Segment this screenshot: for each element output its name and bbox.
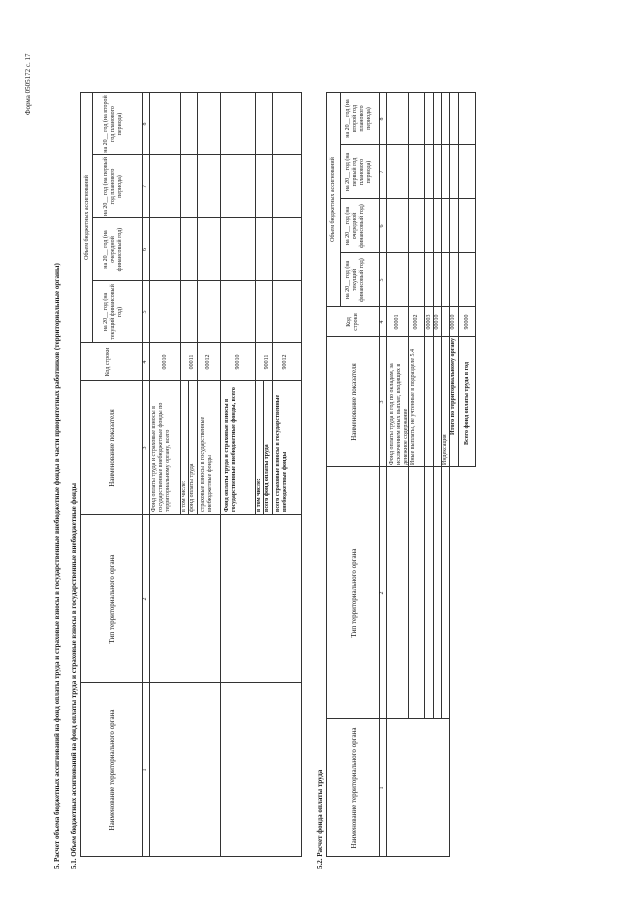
t2-header-y3: на 20__ год (на первый год планового периода) [345, 152, 372, 192]
form-ref: Форма 0505172 с. 17 [24, 53, 32, 115]
t1-row-3-code: 00011 [189, 354, 195, 370]
t1-header-y1: на 20__ год (на текущий финансовый год) [103, 284, 123, 340]
t1-header-y4: на 20__ год (на второй год планового периода) [103, 95, 123, 153]
t1-colnum-8: 8 [142, 122, 148, 126]
t1-colnum-7: 7 [142, 185, 148, 188]
t2-row-4-code: 00010 [434, 314, 440, 330]
section-5-2-title: 5.2. Расчет фонда оплаты труда [316, 769, 324, 869]
t1-row-2-label: в том числе: [181, 480, 187, 512]
section-5-title: 5. Расчет объема бюджетных ассигнований на фонд оплаты труда и страховые взносы в государственные внебюджетные фонды в части приоритетных работников (территориальные органы) [53, 263, 61, 869]
t2-row-2-label: Иные выплаты, не учтенные в подразделе 5.4 [410, 349, 416, 465]
t1-header-indicator: Наименование показателя [108, 409, 116, 487]
t1-colnum-5: 5 [142, 310, 148, 314]
t1-header-type-org: Тип территориального органа [108, 554, 116, 644]
t2-header-type-org: Тип территориального органа [350, 548, 358, 638]
t2-total-org-code: 00010 [450, 314, 456, 330]
t1-header-name-org: Наименование территориального органа [108, 709, 116, 831]
t2-header-y2: на 20__ год (на очередной финансовый год) [345, 204, 365, 248]
t1-row-4-code: 00012 [205, 354, 211, 370]
t2-header-name-org: Наименование территориального органа [350, 727, 358, 849]
t1-row-5-label: Фонд оплаты труда и страховые взносы в государственные внебюджетные фонды, всего [224, 387, 237, 512]
t1-row-6-label: в том числе: [256, 478, 262, 512]
t2-colnum-5: 5 [379, 278, 385, 282]
t2-colnum-7: 7 [379, 170, 385, 174]
t2-row-1-label: Фонд оплаты труда в год по окладам, за исключением иных выплат, входящих в денежное содержание [389, 363, 409, 465]
t2-total-org-label: Итого по территориальному органу [450, 337, 456, 435]
t2-colnum-2: 2 [379, 591, 385, 595]
t1-colnum-1: 1 [142, 768, 148, 772]
t2-total-all-code: 90000 [464, 314, 470, 330]
t1-colnum-2: 2 [142, 597, 148, 601]
t2-header-indicator: Наименование показателя [350, 363, 358, 441]
t1-row-7-label: всего фонд оплаты труда [264, 444, 270, 512]
t2-row-4-label: Индексация [442, 434, 448, 465]
section-5-1-title: 5.1. Объем бюджетных ассигнований на фонд оплаты труда и страховые взносы в государственные внебюджетные фонды [70, 483, 78, 869]
t1-row-4-label: страховые взносы в государственные внебюджетные фонды [200, 416, 213, 512]
t2-colnum-8: 8 [379, 117, 385, 121]
t1-row-3-label: фонд оплаты труда [189, 463, 195, 512]
t1-row-1-code: 00010 [162, 354, 168, 370]
t1-colnum-3: 3 [142, 446, 148, 450]
t2-colnum-1: 1 [379, 786, 385, 790]
t1-row-1-label: Фонд оплаты труда и страховые взносы в государственные внебюджетные фонды по территориальному органу, всего [151, 402, 171, 512]
t2-header-group: Объем бюджетных ассигнований [330, 157, 336, 242]
t2-header-y1: на 20__ год (на текущий финансовый год) [345, 258, 365, 302]
t1-colnum-6: 6 [142, 248, 148, 251]
t1-header-y3: на 20__ год (на первый год планового периода) [103, 157, 123, 216]
t2-row-2-code: 00002 [413, 314, 419, 330]
t2-header-code: Код строки [346, 313, 359, 331]
t2-colnum-4: 4 [379, 320, 385, 324]
t2-colnum-3: 3 [379, 400, 385, 404]
t1-row-8-label: всего страховые взносы в государственные внебюджетные фонды [275, 394, 288, 512]
t1-colnum-4: 4 [142, 360, 148, 364]
t1-header-y2: на 20__ год (на очередной финансовый год) [103, 227, 123, 272]
t2-total-all-label: Всего фонд оплаты труда в год [464, 361, 470, 445]
t2-row-1-code: 00001 [394, 314, 400, 330]
t1-row-5-code: 90010 [235, 354, 241, 370]
t2-header-y4: на 20__ год (на второй год планового периода) [345, 99, 372, 138]
t2-row-3-code: 00003 [426, 314, 432, 330]
t1-header-group: Объем бюджетных ассигнований [84, 175, 90, 260]
t1-row-8-code: 90012 [282, 354, 288, 370]
t2-colnum-6: 6 [379, 224, 385, 228]
t1-header-code: Код строки [105, 347, 111, 377]
t1-row-7-code: 90011 [264, 354, 270, 370]
